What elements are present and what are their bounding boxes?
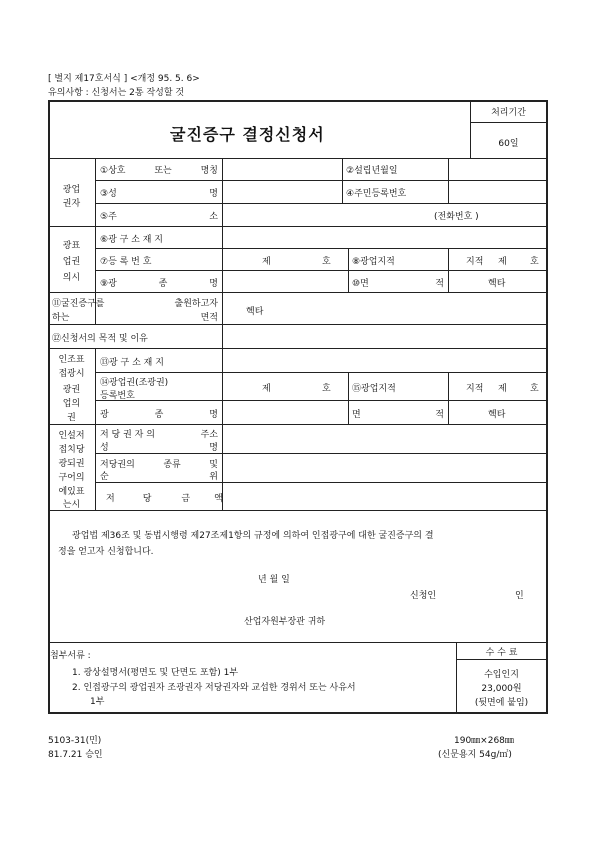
statement-text-1: 광업법 제36조 및 동법시행령 제27조제1항의 규정에 의하여 인접광구에 대한 굴진증구의 결: [72, 531, 434, 541]
field-label-company: [100, 163, 218, 176]
frame-top: [48, 100, 548, 102]
fee-title: 수 수 료: [485, 648, 518, 658]
extension-area-unit: 헥타: [246, 307, 264, 317]
cadastre-prefix: 지적: [466, 257, 484, 267]
label-part: 및: [209, 460, 218, 470]
line: [48, 642, 548, 643]
field-label-purpose: ⑫신청서의 목적 및 이유: [52, 334, 148, 344]
frame-bottom: [48, 712, 548, 714]
form-number: [ 별지 제17호서식 ] <개정 95. 5. 6>: [48, 74, 200, 84]
field-label-resident-number: ④주민등록번호: [346, 189, 407, 199]
area-unit: 헥타: [488, 279, 506, 289]
line: [95, 482, 547, 483]
field-label-mortgagee-address: [100, 427, 218, 440]
fee-note: (뒷면에 붙임): [474, 698, 529, 708]
label-part: 또는: [154, 166, 172, 176]
label-part: 저 당 권 자 의: [100, 430, 155, 440]
label-part: 종류: [163, 460, 181, 470]
field-label-adjacent-reg-number: 등록번호: [100, 391, 135, 401]
field-label-extension-area-2: [52, 310, 218, 323]
adjacent-cadastre-number-suffix: 호: [530, 384, 539, 394]
field-label-adjacent-location: ⑬광 구 소 재 지: [100, 358, 164, 368]
instruction-note: 유의사항 : 신청서는 2통 작성할 것: [48, 88, 185, 98]
group-label-adjacent-3: 광권: [62, 385, 81, 395]
label-part: 면: [352, 410, 361, 420]
label-part: 명: [209, 279, 218, 289]
field-label-registration-number: ⑦등 록 번 호: [100, 257, 152, 267]
seal-mark: 인: [515, 591, 524, 601]
field-label-established: ②설립년월일: [346, 166, 398, 176]
line: [48, 324, 548, 325]
label-part: ⑩면: [352, 279, 369, 289]
label-part: ③성: [100, 189, 117, 199]
field-label-mortgage-rank: [100, 469, 218, 482]
line: [348, 248, 349, 292]
field-label-name: [100, 186, 218, 199]
field-label-area: [352, 276, 444, 289]
line: [48, 158, 548, 159]
group-label-applicant: 광업: [62, 185, 81, 195]
label-part: 면적: [200, 313, 218, 323]
form-code: 5103-31(민): [48, 736, 102, 746]
line: [95, 372, 547, 373]
line: [48, 292, 548, 293]
line: [95, 248, 547, 249]
line: [456, 659, 547, 660]
label-part: 액: [214, 494, 223, 504]
field-label-adjacent-mineral: [100, 407, 218, 420]
group-label-mortgage: 인설저: [58, 431, 85, 441]
field-label-adjacent-right: ⑭광업권(조광권): [100, 378, 169, 388]
line: [95, 400, 547, 401]
label-part: 광: [100, 410, 109, 420]
attachments-title: 첨부서류 :: [50, 651, 91, 661]
group-label-mortgage-6: 는시: [62, 500, 81, 510]
line: [95, 203, 547, 204]
label-part: 당: [142, 494, 152, 504]
label-part: 적: [435, 410, 444, 420]
label-part: 주소: [200, 430, 218, 440]
adjacent-cadastre-prefix: 지적: [466, 384, 484, 394]
field-label-adjacent-cadastre: ⑮광업지적: [352, 384, 396, 394]
label-part: 명칭: [200, 166, 218, 176]
group-label-applicant-2: 권자: [62, 199, 81, 209]
phone-number-label: (전화번호 ): [434, 212, 479, 222]
label-part: ⑨광: [100, 279, 117, 289]
field-label-mining-cadastre: ⑧광업지적: [352, 257, 395, 267]
cadastre-number-suffix: 호: [530, 257, 539, 267]
processing-label: 처리기간: [491, 108, 526, 118]
line: [348, 372, 349, 424]
group-label-mortgage-3: 광되권: [58, 459, 85, 469]
field-label-adjacent-area: [352, 407, 444, 420]
attachment-item-2: 2. 인접광구의 광업권자 조광권자 저당권자와 교섭한 경위서 또는 사유서: [72, 683, 356, 693]
group-label-adjacent-4: 업의: [62, 399, 81, 409]
group-label-mortgage-2: 접치당: [58, 445, 85, 455]
group-label-mining: 광표: [62, 241, 81, 251]
label-part: 성: [100, 443, 109, 453]
line: [448, 372, 449, 424]
group-label-mining-3: 의시: [62, 273, 81, 283]
label-part: 위: [209, 472, 218, 482]
paper-size: 190㎜×268㎜: [454, 736, 514, 746]
label-part: 순: [100, 472, 109, 482]
approval-date: 81.7.21 승인: [48, 750, 103, 760]
field-label-mineral-type: [100, 276, 218, 289]
adjacent-area-unit: 헥타: [488, 410, 506, 420]
reg-number-suffix: 호: [322, 257, 331, 267]
line: [448, 158, 449, 203]
line: [342, 158, 343, 203]
processing-divider: [470, 122, 547, 123]
group-label-adjacent: 인조표: [58, 355, 85, 365]
applicant-signature-label: 신청인: [410, 591, 437, 601]
line: [222, 158, 223, 510]
label-part: 금: [181, 494, 191, 504]
statement-text-2: 정을 얻고자 신청합니다.: [58, 547, 154, 557]
adjacent-cadastre-number-prefix: 제: [498, 384, 507, 394]
label-part: 종: [154, 410, 164, 420]
group-label-mortgage-4: 구어의: [58, 473, 85, 483]
label-part: 명: [209, 410, 218, 420]
reg-number-prefix: 제: [262, 257, 271, 267]
line: [95, 180, 547, 181]
adjacent-reg-prefix: 제: [262, 384, 271, 394]
line: [48, 510, 548, 511]
label-part: 명: [209, 443, 218, 453]
line: [95, 270, 547, 271]
field-label-mortgagee-name: [100, 440, 218, 453]
attachment-item-1: 1. 광상설명서(평면도 및 단면도 포함) 1부: [72, 668, 239, 678]
fee-amount: 23,000원: [481, 684, 522, 694]
fee-stamp: 수입인지: [484, 670, 519, 680]
field-label-extension-area: [52, 296, 218, 309]
label-part: 소: [209, 212, 218, 222]
attachment-item-2-count: 1부: [90, 697, 105, 707]
label-part: 저당권의: [100, 460, 135, 470]
group-label-mining-2: 업권: [62, 257, 81, 267]
recipient: 산업자원부장관 귀하: [244, 617, 326, 627]
adjacent-reg-suffix: 호: [322, 384, 331, 394]
frame-right: [546, 100, 548, 714]
label-part: ①상호: [100, 166, 126, 176]
group-label-adjacent-5: 권: [67, 413, 76, 423]
field-label-mine-location: ⑥광 구 소 재 지: [100, 235, 163, 245]
label-part: 적: [435, 279, 444, 289]
line: [95, 453, 547, 454]
line: [448, 248, 449, 292]
field-label-address: [100, 209, 218, 222]
cadastre-number-prefix: 제: [498, 257, 507, 267]
label-part: ⑤주: [100, 212, 117, 222]
group-label-adjacent-2: 접광시: [58, 369, 85, 379]
label-part: ⑪굴진증구를: [52, 299, 105, 309]
label-part: 저: [106, 494, 115, 504]
line: [48, 348, 548, 349]
label-part: 출원하고자: [174, 299, 218, 309]
label-part: 명: [209, 189, 218, 199]
processing-period: 60일: [498, 139, 519, 149]
line: [48, 226, 548, 227]
form-title: 굴진증구 결정신청서: [170, 125, 325, 144]
field-label-mortgage-amount: [100, 491, 223, 504]
line: [95, 348, 96, 510]
line: [48, 424, 548, 425]
label-part: 하는: [52, 313, 70, 323]
label-part: 종: [158, 279, 168, 289]
paper-type: (신문용지 54g/㎡): [438, 750, 512, 760]
group-label-mortgage-5: 에있표: [58, 487, 85, 497]
application-date: 년 월 일: [258, 575, 290, 585]
